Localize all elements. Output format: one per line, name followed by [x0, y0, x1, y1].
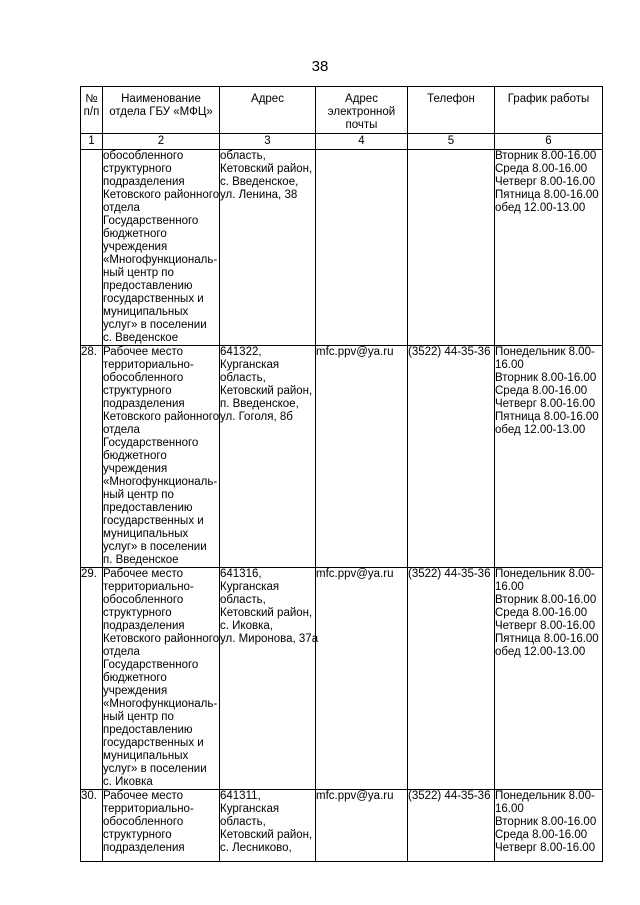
- office-email: [316, 150, 408, 346]
- office-email: mfc.ppv@ya.ru: [316, 346, 408, 568]
- office-address: 641316, Курганская область, Кетовский район, с. Иковка, ул. Миронова, 37а: [220, 568, 316, 790]
- column-number: 6: [495, 134, 603, 150]
- row-number: [81, 150, 103, 346]
- table-row: [81, 150, 603, 346]
- column-number: 2: [103, 134, 220, 150]
- mfc-offices-table: [80, 86, 603, 862]
- office-name: Рабочее место территориально- обособленного структурного подразделения Кетовского районного отдела Государственного бюджетного учреждения «Многофункциональ- ный центр по предоставлению государственных и муниципальных услуг» в поселении п. Введенское: [103, 346, 220, 566]
- table-row: [81, 568, 603, 790]
- row-number: 28.: [81, 346, 103, 568]
- office-phone: (3522) 44-35-36: [408, 346, 495, 568]
- office-schedule: Понедельник 8.00- 16.00 Вторник 8.00-16.00 Среда 8.00-16.00 Четверг 8.00-16.00: [495, 790, 603, 862]
- office-schedule: Вторник 8.00-16.00 Среда 8.00-16.00 Четверг 8.00-16.00 Пятница 8.00-16.00 обед 12.00-13.00: [495, 150, 603, 346]
- office-address: 641311, Курганская область, Кетовский район, с. Лесниково,: [220, 790, 316, 862]
- office-phone: (3522) 44-35-36: [408, 790, 495, 862]
- row-number: 29.: [81, 568, 103, 790]
- office-name: Рабочее место территориально- обособленного структурного подразделения Кетовского районного отдела Государственного бюджетного учреждения «Многофункциональ- ный центр по предоставлению государственных и муниципальных услуг» в поселении с. Иковка: [103, 568, 220, 788]
- header-email: Адрес электронной почты: [316, 87, 408, 134]
- column-number: 5: [408, 134, 495, 150]
- header-name: Наименование отдела ГБУ «МФЦ»: [103, 87, 220, 134]
- office-name: обособленного структурного подразделения Кетовского районного отдела Государственного бюджетного учреждения «Многофункциональ- ный центр по предоставлению государственных и муниципальных услуг» в поселении с. Введенское: [103, 150, 220, 344]
- office-email: mfc.ppv@ya.ru: [316, 568, 408, 790]
- header-row: [81, 87, 603, 134]
- column-number: 1: [81, 134, 103, 150]
- column-number-row: [81, 134, 603, 150]
- table-row: [81, 346, 603, 568]
- column-number: 3: [220, 134, 316, 150]
- office-phone: (3522) 44-35-36: [408, 568, 495, 790]
- office-phone: [408, 150, 495, 346]
- page-number: 38: [311, 58, 329, 75]
- table-row: [81, 790, 603, 862]
- header-address: Адрес: [220, 87, 316, 134]
- office-address: область, Кетовский район, с. Введенское, ул. Ленина, 38: [220, 150, 316, 346]
- office-address: 641322, Курганская область, Кетовский район, п. Введенское, ул. Гоголя, 8б: [220, 346, 316, 568]
- office-schedule: Понедельник 8.00- 16.00 Вторник 8.00-16.00 Среда 8.00-16.00 Четверг 8.00-16.00 Пятница 8.00-16.00 обед 12.00-13.00: [495, 568, 603, 790]
- office-name: Рабочее место территориально- обособленного структурного подразделения: [103, 790, 220, 862]
- office-schedule: Понедельник 8.00- 16.00 Вторник 8.00-16.00 Среда 8.00-16.00 Четверг 8.00-16.00 Пятница 8.00-16.00 обед 12.00-13.00: [495, 346, 603, 568]
- header-phone: Телефон: [408, 87, 495, 134]
- row-number: 30.: [81, 790, 103, 862]
- column-number: 4: [316, 134, 408, 150]
- header-no: № п/п: [81, 87, 103, 134]
- office-email: mfc.ppv@ya.ru: [316, 790, 408, 862]
- header-schedule: График работы: [495, 87, 603, 134]
